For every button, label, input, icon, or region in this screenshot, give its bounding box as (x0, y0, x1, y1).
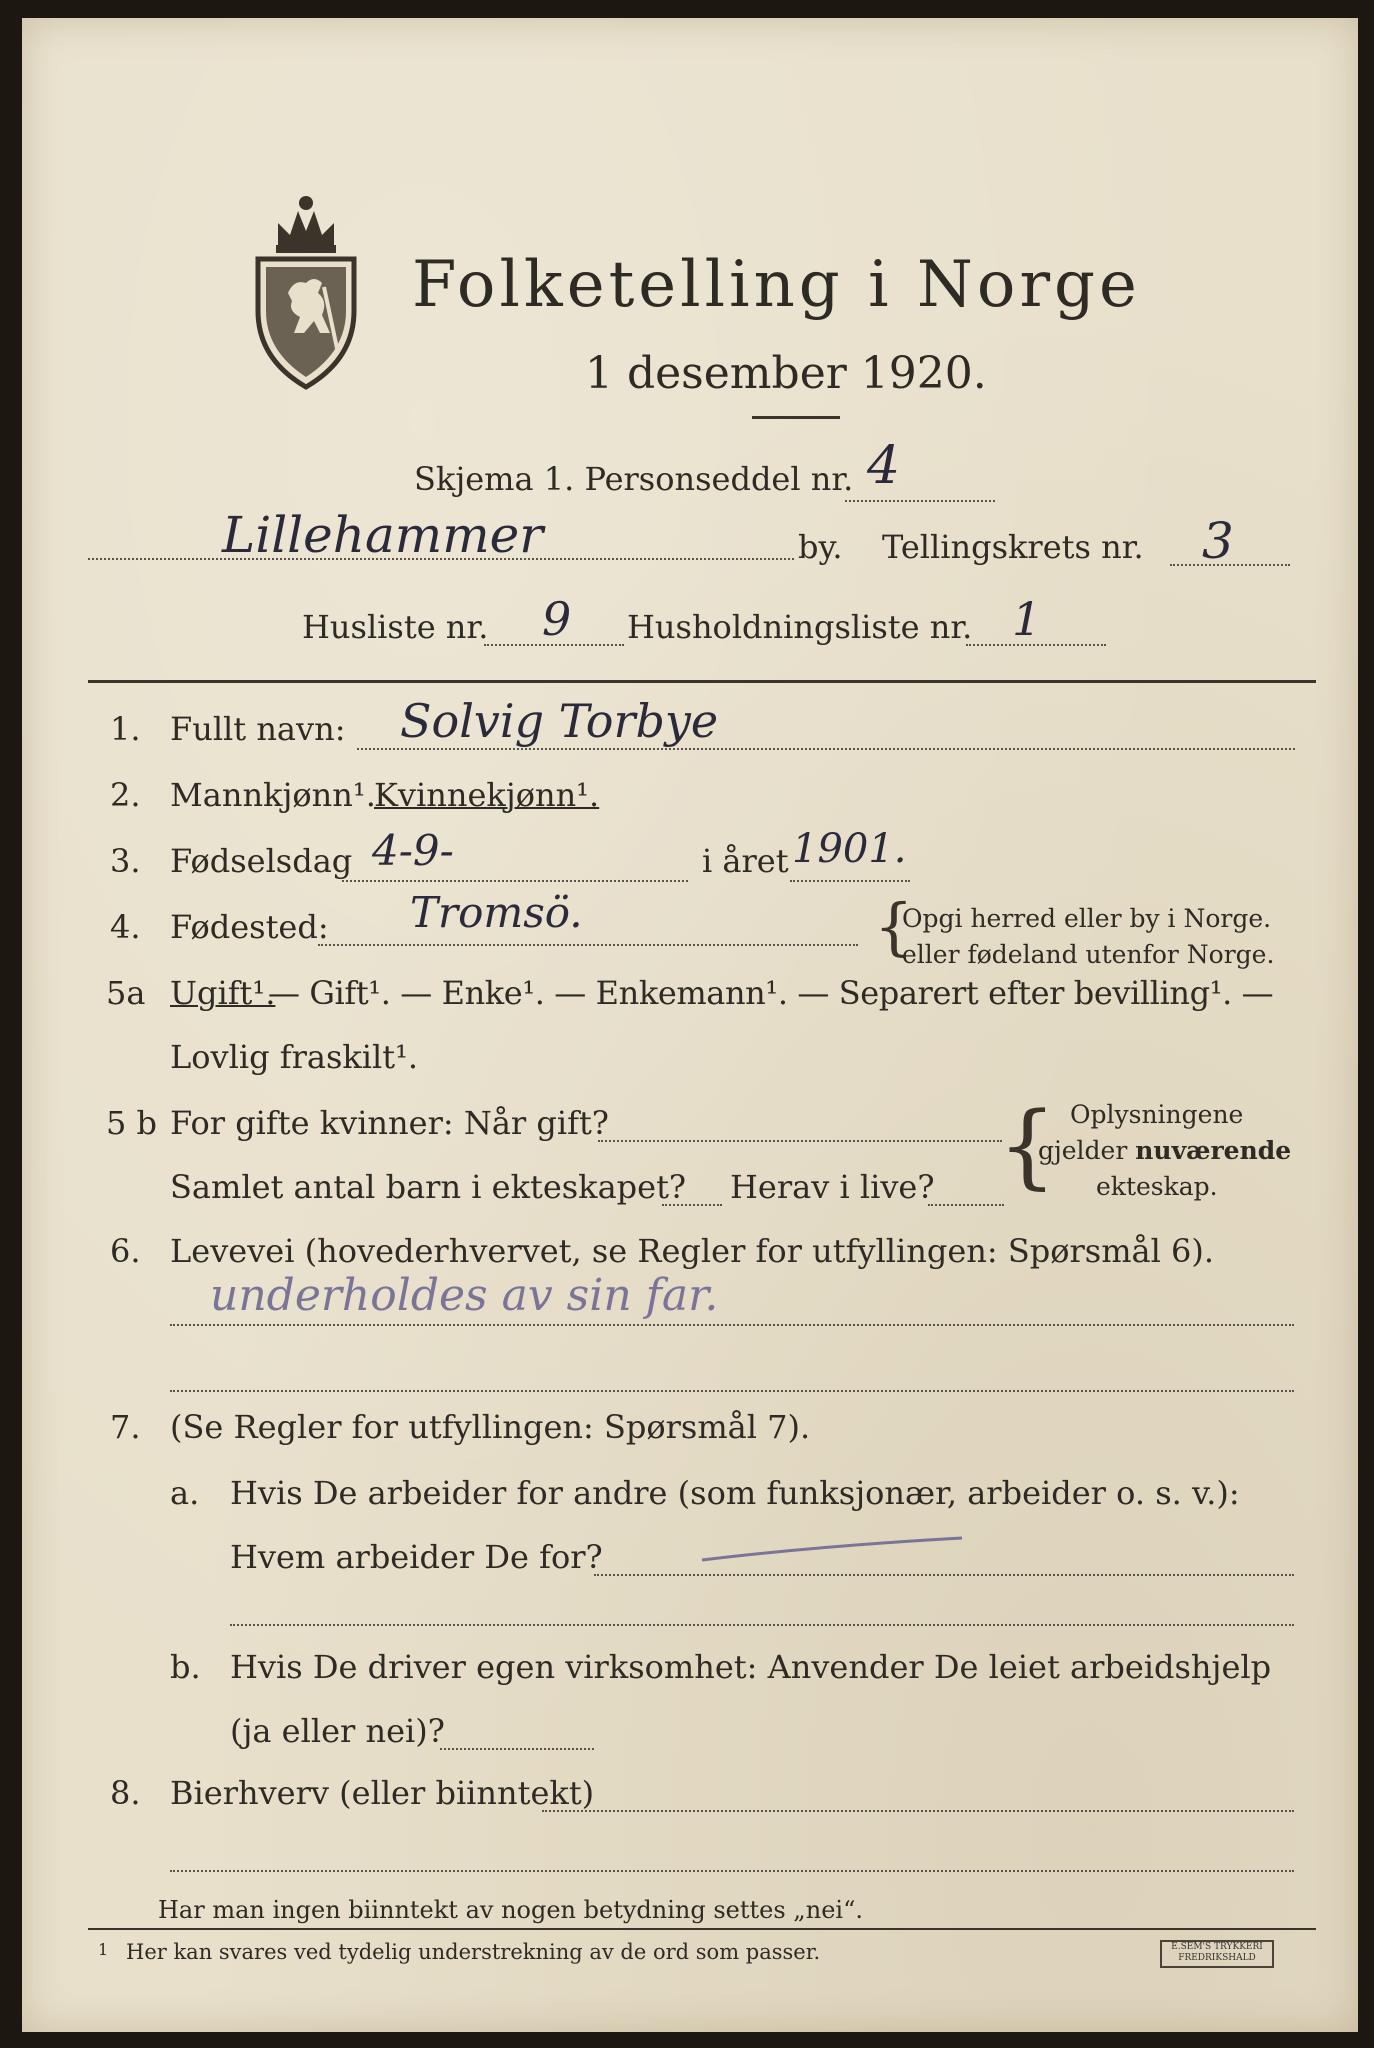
q5b-note-3: ekteskap. (1096, 1172, 1218, 1201)
q2-kvinne-text: Kvinnekjønn¹. (374, 776, 600, 814)
q6-dotline-1 (170, 1324, 1294, 1326)
q3-label: Fødselsdag (170, 842, 353, 880)
q3-day-dotline (342, 880, 688, 882)
q4-note-1: Opgi herred eller by i Norge. (902, 904, 1272, 933)
q1-label: Fullt navn: (170, 710, 346, 748)
printer-stamp-line-2: FREDRIKSHALD (1178, 1953, 1256, 1963)
census-date: 1 desember 1920. (585, 348, 987, 399)
q5a-options[interactable]: — Gift¹. — Enke¹. — Enkemann¹. — Separert efter bevilling¹. — (268, 974, 1274, 1012)
q4-number: 4. (110, 908, 141, 946)
schema-label: Skjema 1. Personseddel nr. (414, 460, 854, 498)
q5b-note-2-bold: nuværende (1135, 1136, 1292, 1165)
printer-stamp-line-1: E.SEM'S TRYKKERI (1171, 1942, 1263, 1952)
q5a-ugift[interactable] (170, 974, 275, 1012)
q7b-line1: Hvis De driver egen virksomhet: Anvender De leiet arbeidshjelp (230, 1648, 1272, 1686)
tellingskrets-value[interactable]: 3 (1202, 512, 1234, 570)
q7b-letter: b. (170, 1648, 201, 1686)
q5b-herav-dotline (928, 1204, 1004, 1206)
q2-number: 2. (110, 776, 141, 814)
q5b-note-2-text: gjelder nuværende (1038, 1136, 1292, 1165)
q5b-note-1: Oplysningene (1070, 1100, 1244, 1129)
q4-label: Fødested: (170, 908, 329, 946)
q7a-line2: Hvem arbeider De for? (230, 1538, 603, 1576)
q4-brace: { (874, 890, 914, 963)
q5a-number: 5a (106, 974, 146, 1012)
q5b-note-2 (1038, 1136, 1291, 1165)
q7a-pencil-dash (698, 1526, 968, 1570)
husholdning-value[interactable]: 1 (1012, 592, 1042, 646)
q3-number: 3. (110, 842, 141, 880)
q8-label: Bierhverv (eller biinntekt) (170, 1774, 595, 1812)
q7a-letter: a. (170, 1474, 200, 1512)
q8-number: 8. (110, 1774, 141, 1812)
q3-year-label: i året (702, 842, 789, 880)
q1-dotline (357, 748, 1295, 750)
q5a-lovlig-fraskilt[interactable]: Lovlig fraskilt¹. (170, 1038, 419, 1076)
q6-value[interactable]: underholdes av sin far. (210, 1270, 719, 1321)
norway-coat-of-arms-icon (248, 183, 364, 393)
q7b-dotline (440, 1748, 594, 1750)
q7a-line1: Hvis De arbeider for andre (som funksjonær, arbeider o. s. v.): (230, 1474, 1240, 1512)
q8-dotline-2 (170, 1870, 1294, 1872)
q4-birthplace-value[interactable]: Tromsö. (410, 888, 583, 937)
q6-number: 6. (110, 1232, 141, 1270)
q1-name-value[interactable]: Solvig Torbye (400, 694, 719, 748)
schema-number[interactable]: 4 (867, 436, 901, 496)
by-label: by. (798, 528, 843, 566)
title-divider (752, 416, 840, 419)
footnote-text: Her kan svares ved tydelig understrekning av de ord som passer. (126, 1940, 821, 1964)
census-form (22, 18, 1358, 2032)
q8-dotline-1 (542, 1810, 1294, 1812)
husliste-label: Husliste nr. (302, 608, 489, 646)
q5b-herav-label: Herav i live? (730, 1168, 935, 1206)
q2-mann[interactable]: Mannkjønn¹. (170, 776, 376, 814)
printer-stamp (1160, 1940, 1274, 1968)
q3-year-value[interactable]: 1901. (792, 826, 907, 872)
q2-kvinne[interactable] (374, 776, 599, 814)
q5b-barn-dotline (662, 1204, 722, 1206)
bottom-note: Har man ingen biinntekt av nogen betydning settes „nei“. (158, 1896, 863, 1924)
q6-dotline-2 (170, 1390, 1294, 1392)
q4-dotline (318, 944, 858, 946)
q3-day-value[interactable]: 4-9- (372, 826, 454, 875)
q6-label: Levevei (hovederhvervet, se Regler for utfyllingen: Spørsmål 6). (170, 1232, 1215, 1270)
form-title: Folketelling i Norge (412, 248, 1141, 322)
q5b-gift-dotline (598, 1140, 1002, 1142)
schema-dotline (845, 500, 995, 502)
footnote-mark: 1 (98, 1940, 109, 1959)
q4-note-2: eller fødeland utenfor Norge. (902, 940, 1275, 969)
husliste-value[interactable]: 9 (542, 592, 572, 646)
town-value[interactable]: Lillehammer (222, 506, 544, 564)
footnote-divider (88, 1928, 1316, 1930)
husholdning-label: Husholdningsliste nr. (627, 608, 973, 646)
q7a-dotline-1 (594, 1574, 1294, 1576)
q5b-number: 5 b (106, 1104, 158, 1142)
q3-year-dotline (790, 880, 910, 882)
q5b-barn-label: Samlet antal barn i ekteskapet? (170, 1168, 687, 1206)
header-divider (88, 680, 1316, 683)
q5b-brace: { (998, 1092, 1057, 1199)
q5b-naar-gift: For gifte kvinner: Når gift? (170, 1104, 609, 1142)
q5a-ugift-text: Ugift¹. (170, 974, 276, 1012)
q7a-dotline-2 (230, 1624, 1294, 1626)
tellingskrets-label: Tellingskrets nr. (882, 528, 1144, 566)
q7-number: 7. (110, 1408, 141, 1446)
q7-label: (Se Regler for utfyllingen: Spørsmål 7). (170, 1408, 811, 1446)
q7b-line2: (ja eller nei)? (230, 1712, 445, 1750)
q1-number: 1. (110, 710, 141, 748)
